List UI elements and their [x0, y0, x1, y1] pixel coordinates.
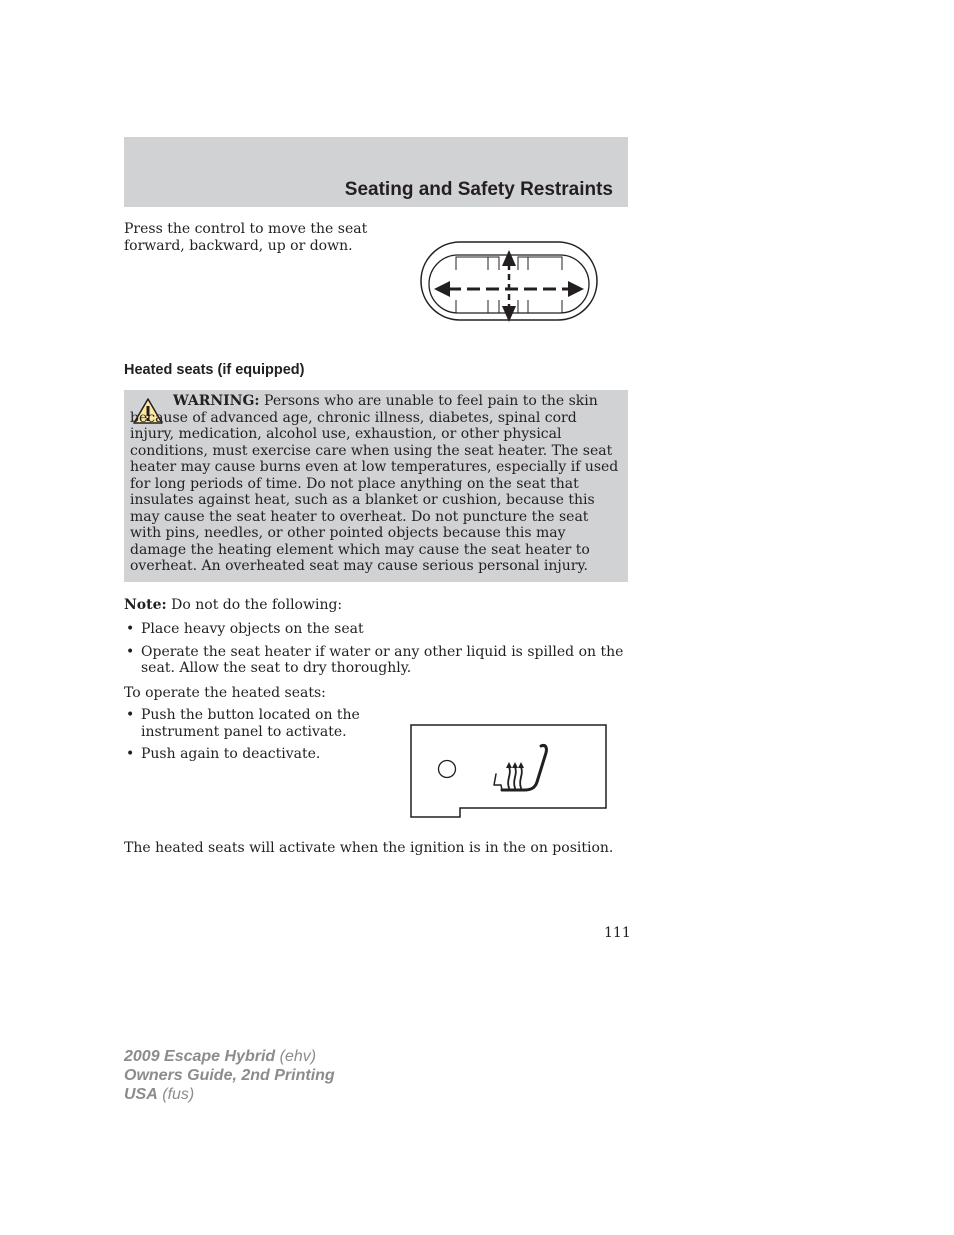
warning-body: Persons who are unable to feel pain to the skin because of advanced age, chronic illness, diabetes, spinal cord injury, medication, alcohol use, exhaustion, or other physical conditions, must exercise care when using the seat heater. The seat heater may cause burns even at low temperatures, especially if used for long periods of time. Do not place anything on the seat that insulates against heat, such as a blanket or cushion, because this may cause the seat heater to overheat. Do not puncture the seat with pins, needles, or other pointed objects because this may damage the heating element which may cause the seat heater to overheat. An overheated seat may cause serious personal injury.: [130, 393, 619, 574]
footer-line-market: USA (fus): [124, 1086, 195, 1103]
note: [124, 597, 342, 614]
list-item: [124, 707, 374, 740]
section-title: Seating and Safety Restraints: [344, 179, 613, 200]
activation-note: The heated seats will activate when the ignition is in the on position.: [124, 840, 614, 856]
page-number: 111: [604, 925, 631, 941]
seat-control-instructions: Press the control to move the seat forward, backward, up or down.: [124, 221, 368, 254]
list-item: [124, 746, 374, 763]
document-footer: [124, 1047, 335, 1104]
list-item: [124, 644, 624, 677]
section-header-band: [124, 137, 628, 207]
note-text: Do not do the following:: [171, 597, 343, 613]
bullet-icon: •: [126, 643, 135, 660]
bullet-icon: •: [126, 746, 135, 762]
footer-line-edition: Owners Guide, 2nd Printing: [124, 1067, 335, 1084]
heated-seat-button-diagram: [410, 724, 608, 819]
operate-list: [124, 707, 374, 769]
footer-line-model: 2009 Escape Hybrid (ehv): [124, 1048, 317, 1065]
bullet-icon: •: [126, 707, 135, 723]
bullet-icon: •: [126, 621, 135, 637]
list-item-text: Push the button located on the instrument panel to activate.: [141, 707, 360, 740]
warning-label: WARNING:: [173, 393, 260, 409]
power-seat-control-diagram: [420, 240, 600, 324]
indicator-light-icon: [439, 761, 456, 778]
warning-box: [124, 390, 628, 582]
heated-seat-icon: [494, 745, 546, 790]
list-item: [124, 621, 624, 638]
note-label: Note:: [124, 597, 167, 613]
warning-text: [130, 393, 622, 575]
list-item-text: Operate the seat heater if water or any other liquid is spilled on the seat. Allow the seat to dry thoroughly.: [141, 643, 624, 676]
list-item-text: Place heavy objects on the seat: [141, 621, 364, 637]
heated-seats-heading: Heated seats (if equipped): [124, 362, 305, 378]
list-item-text: Push again to deactivate.: [141, 746, 321, 762]
do-not-list: [124, 621, 624, 683]
operate-intro: To operate the heated seats:: [124, 685, 326, 701]
